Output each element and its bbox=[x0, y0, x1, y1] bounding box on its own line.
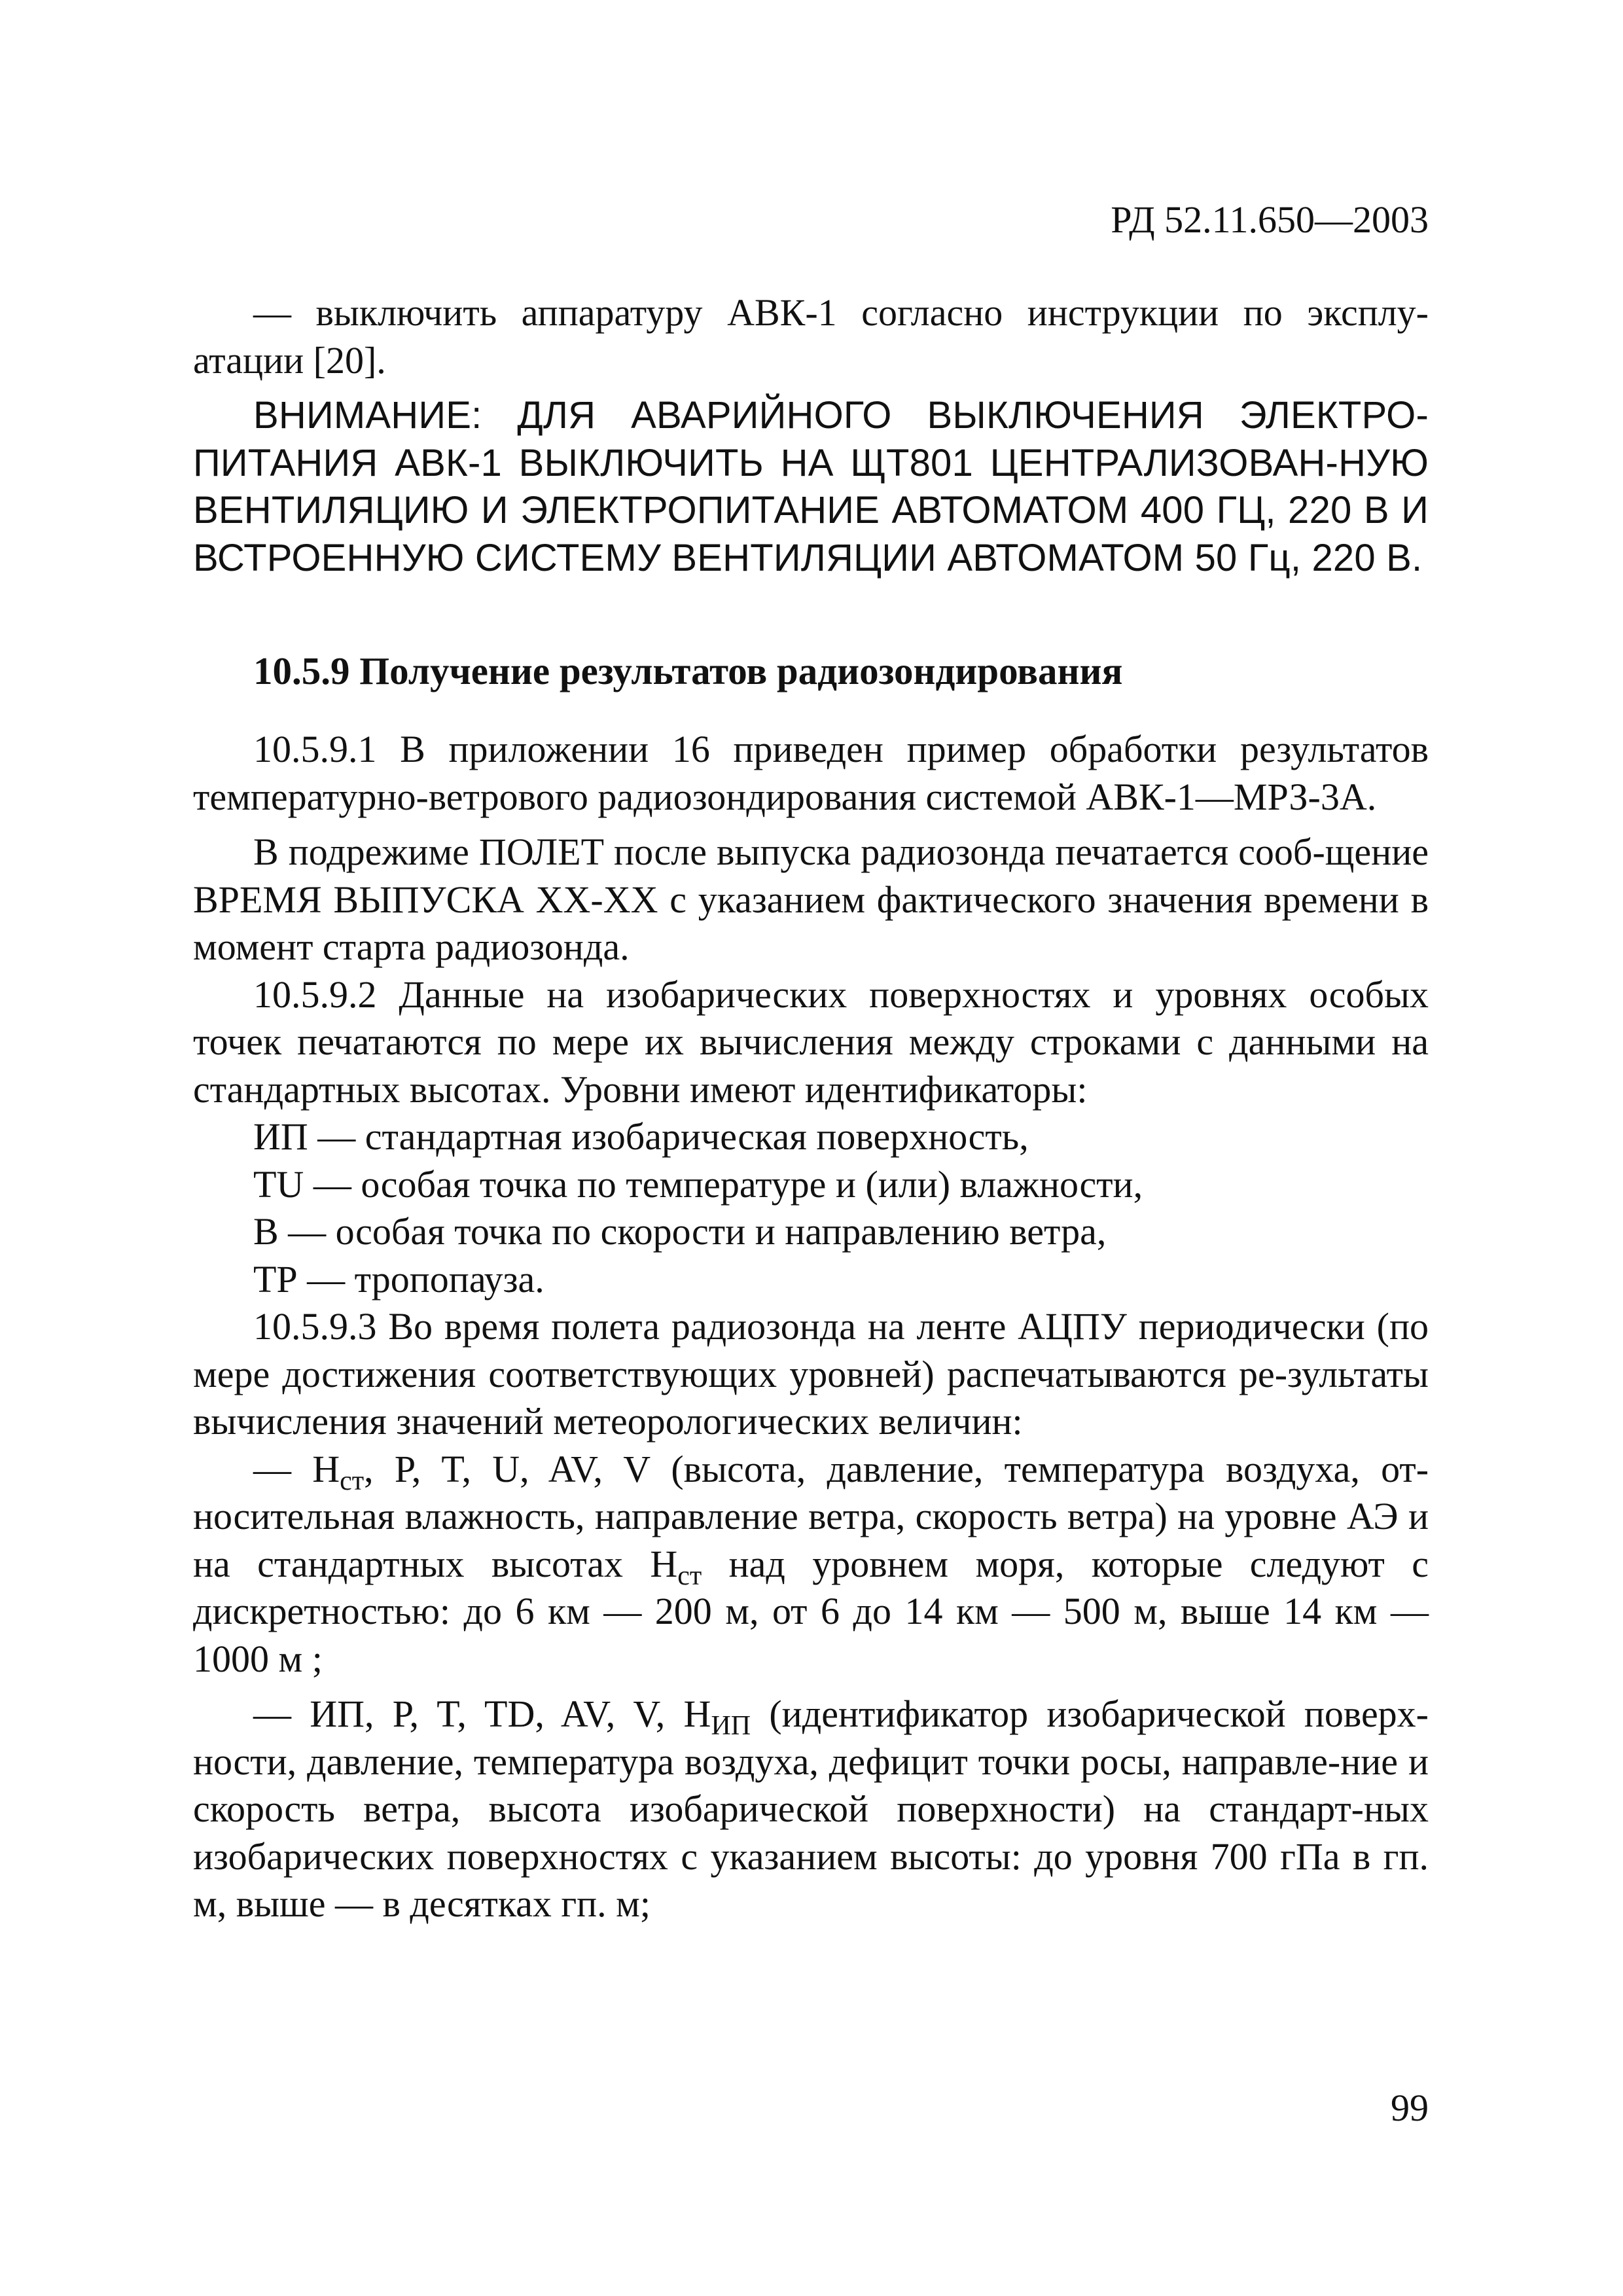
list-item-isobaric-surfaces bbox=[193, 1691, 1429, 1928]
document-code-header: РД 52.11.650—2003 bbox=[1111, 198, 1429, 241]
section-heading-10-5-9: 10.5.9 Получение результатов радиозондирования bbox=[253, 649, 1123, 692]
subscript-st: ст bbox=[677, 1560, 702, 1591]
warning-notice: ВНИМАНИЕ: ДЛЯ АВАРИЙНОГО ВЫКЛЮЧЕНИЯ ЭЛЕКТРО-ПИТАНИЯ АВК-1 ВЫКЛЮЧИТЬ НА ЩТ801 ЦЕНТРАЛИЗОВАН-НУЮ ВЕНТИЛЯЦИЮ И ЭЛЕКТРОПИТАНИЕ АВТОМАТОМ 400 ГЦ, 220 В И ВСТРОЕННУЮ СИСТЕМУ ВЕНТИЛЯЦИИ АВТОМАТОМ 50 Гц, 220 В. bbox=[193, 394, 1429, 579]
paragraph-10-5-9-1: 10.5.9.1 В приложении 16 приведен пример обработки результатов температурно-ветрового радиозондирования системой АВК-1—МРЗ-3А. bbox=[193, 728, 1429, 818]
paragraph-10-5-9-3: 10.5.9.3 Во время полета радиозонда на ленте АЦПУ периодически (по мере достижения соответствующих уровней) распечатываются ре-зультаты вычисления значений метеорологических величин: bbox=[193, 1305, 1429, 1443]
item-text-tail: над уровнем моря, которые следуют с дискретностью: до 6 км — 200 м, от 6 до 14 км — 500 м, выше 14 км — 1000 м ; bbox=[193, 1542, 1429, 1680]
subscript-ip: ИП bbox=[711, 1711, 751, 1741]
page-number: 99 bbox=[1391, 2087, 1429, 2129]
page-content bbox=[193, 289, 1429, 1928]
item-text-middle: , P, T, U, AV, V (высота, давление, температура воздуха, от-носительная влажность, направление ветра, скорость ветра) на уровне АЭ и на стандартных высотах H bbox=[193, 1447, 1429, 1585]
paragraph-flight-mode: В подрежиме ПОЛЕТ после выпуска радиозонда печатается сооб-щение ВРЕМЯ ВЫПУСКА ХХ-ХХ с указанием фактического значения времени в момент старта радиозонда. bbox=[193, 831, 1429, 968]
identifier-item: В — особая точка по скорости и направлению ветра, bbox=[253, 1210, 1107, 1253]
identifier-item: TU — особая точка по температуре и (или) влажности, bbox=[253, 1162, 1143, 1206]
subscript-st: ст bbox=[340, 1465, 365, 1496]
item-text-lead: — ИП, P, T, TD, AV, V, H bbox=[253, 1693, 711, 1735]
identifier-item: ТР — тропопауза. bbox=[253, 1257, 544, 1300]
item-text-tail: (идентификатор изобарической поверх-ности, давление, температура воздуха, дефицит точки росы, направле-ние и скорость ветра, высота изобарической поверхности) на стандарт-ных изобарических поверхностях с указанием высоты: до уровня 700 гПа в гп. м, выше — в десятках гп. м; bbox=[193, 1693, 1429, 1925]
paragraph-10-5-9-2: 10.5.9.2 Данные на изобарических поверхностях и уровнях особых точек печатаются по мере их вычисления между строками с данными на стандартных высотах. Уровни имеют идентификаторы: bbox=[193, 973, 1429, 1111]
identifier-item: ИП — стандартная изобарическая поверхность, bbox=[253, 1115, 1029, 1158]
paragraph-switch-off: — выключить аппаратуру АВК-1 согласно инструкции по эксплу-атации [20]. bbox=[193, 291, 1429, 382]
item-text-lead: — H bbox=[253, 1447, 340, 1490]
list-item-standard-heights bbox=[193, 1446, 1429, 1683]
